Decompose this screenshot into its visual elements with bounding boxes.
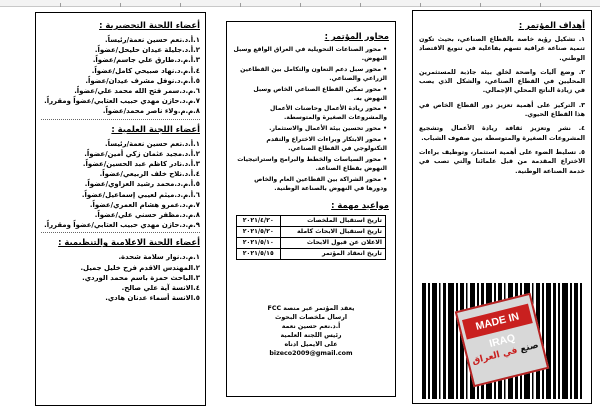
list-item: ١.أ.د.نعم حسين نعمة/رئيساً.: [104, 36, 200, 44]
list-item: • محور سبل دعم التعاون والتكامل بين القطاعين الزراعي والصناعي.: [233, 66, 389, 84]
list-item: • محور تمكين القطاع الصناعي الخاص وسبل النهوض به.: [233, 86, 389, 104]
email-link[interactable]: bizeco2009@gmail.com: [269, 349, 353, 357]
list-item: ١.أ.د.نعم حسين نعمة/رئيساً.: [104, 139, 200, 148]
list-item: ٤.أ.م.د.نهاد صبيحي كامل/عضواً.: [91, 66, 200, 75]
list-item: ٦.م.د.سمر فتح الله محمد علي/عضواً.: [74, 87, 200, 96]
date-value: ٢٠٢١/٥/١٥: [237, 248, 281, 259]
media-committee-title: أعضاء اللجنة الاعلامية والتنظيمية :: [58, 237, 200, 248]
goals-list: [419, 35, 585, 176]
list-item: ١.م.د.نوار سلامة شحدة.: [118, 253, 200, 262]
contact-line: يعقد المؤتمر عبر منصة FCC: [267, 304, 355, 312]
list-item: ٣.الباحث حمزة باسم محمد الوردي.: [82, 273, 200, 282]
list-item: • محور ريادة الأعمال وحاضنات الأعمال والمشروعات الصغيرة والمتوسطة.: [233, 105, 389, 123]
list-item: ٧.م.د.عمرو هشام العمري/عضواً.: [89, 200, 200, 209]
axes-panel: [226, 21, 396, 397]
label-sub-a: صنع: [516, 340, 540, 356]
date-value: ٢٠٢١/٥/١٠: [237, 237, 281, 248]
ruler: [0, 0, 600, 7]
contact-line: رئيس اللجنة العلمية: [280, 331, 342, 339]
list-item: ٨.م.د.مظفر حسني علي/عضواً.: [94, 211, 200, 220]
axes-title: محاور المؤتمر :: [324, 31, 389, 41]
list-item: ٨.م.م.ولاء ناصر محمد/عضواً.: [102, 107, 200, 116]
label-sub-b: في العراق: [471, 345, 519, 367]
goals-panel: [412, 10, 592, 404]
media-members-list: [41, 252, 200, 303]
contact-line: أ.د.نعم حسين نعمة: [281, 322, 341, 330]
contact-line: على الايميل ادناه: [284, 340, 338, 348]
table-row: [237, 226, 386, 237]
date-label: تاريخ استقبال الابحاث كاملة: [280, 226, 385, 237]
prep-committee-title: أعضاء اللجنة التحضيرية :: [99, 20, 200, 30]
sci-members-list: [41, 139, 200, 231]
list-item: ٢.أ.د.جليلة عيدان حليحل/عضواً.: [94, 46, 200, 55]
goals-title: أهداف المؤتمر :: [518, 20, 585, 30]
list-item: ٦.أ.م.د.ميثم لعيبي إسماعيل/عضواً.: [81, 190, 200, 199]
list-item: ٣.أ.د.نادر كاظم عبد الحسين/عضواً.: [82, 160, 200, 169]
list-item: ٥. تسليط الضوء على أهمية استثمار، وتوظيف براءات الاختراع المقدمة من قبل علمائنا والتي تصب في خدمة الصناعة الوطنية.: [419, 148, 585, 175]
list-item: • محور الصناعات التحويلية في العراق الواقع وسبل النهوض.: [233, 46, 389, 64]
dates-title: مواعيد مهمة :: [331, 199, 389, 210]
prep-members-list: [41, 35, 200, 117]
list-item: ٥.أ.م.د.محمد رشيد العزاوي/عضواً.: [84, 180, 200, 189]
divider: [41, 119, 200, 120]
divider: [41, 232, 200, 233]
table-row: [237, 237, 386, 248]
table-row: [237, 215, 386, 226]
list-item: ١. تشكيل رؤية خاصة بالقطاع الصناعي، بحيث تكون تنمية صناعة عراقية تسهم بفاعلية في تنويع الاقتصاد الوطني.: [419, 36, 585, 62]
list-item: ٤. نشر وتعزيز ثقافة ريادة الأعمال وتشجيع المشروعات الصغيرة والمتوسطة بين صفوف الشباب.: [419, 125, 585, 142]
list-item: • محور السياسات والخطط والبرامج واستراتيجيات النهوض بقطاع الصناعة.: [233, 156, 389, 174]
date-label: تاريخ استقبال الملخصات: [280, 215, 385, 226]
contact-block: [233, 304, 389, 358]
date-label: الاعلان عن قبول الابحاث: [280, 237, 385, 248]
axes-list: [233, 46, 389, 194]
list-item: ٧.م.د.حازن مهدي حبيب العتابي/عضواً ومقرراً.: [44, 97, 200, 106]
date-value: ٢٠٢١/٥/٢٠: [237, 226, 281, 237]
list-item: ٥.الانسة أسماء عدنان هادي.: [105, 294, 200, 303]
list-item: ٣. التركيز على أهمية تعزيز دور القطاع الخاص في هذا القطاع الحيوي.: [419, 101, 585, 119]
date-label: تاريخ انعقاد المؤتمر: [280, 248, 385, 259]
list-item: ٤.أ.د.نلاح خلف الربيعي/عضواً.: [99, 170, 200, 179]
list-item: ٢.أ.د.مجيد عثمان زكي أمين/عضواً.: [84, 149, 200, 158]
list-item: ٢. وضع آليات واضحة لخلق بيئة جاذبة للمستثمرين المحليين في القطاع الصناعي، والشكل الذي يصب في زيادة الناتج المحلي الإجمالي.: [419, 68, 585, 95]
sci-committee-title: أعضاء اللجنة العلمية :: [111, 123, 200, 134]
list-item: ٩.م.د.حازن مهدي حبيب العتابي/عضواً ومقرراً.: [44, 221, 200, 230]
dates-table: [236, 215, 386, 260]
list-item: • محور الابتكار وبراءات الاختراع والتقدم التكنولوجي في القطاع الصناعي.: [233, 136, 389, 154]
made-in-iraq-graphic: [422, 283, 582, 399]
list-item: ٤.الانسة آية علي صالح.: [121, 284, 200, 293]
committees-panel: [35, 12, 206, 406]
table-row: [237, 248, 386, 259]
list-item: ٥.أ.م.د.نوفل مشرف عيدان/عضواً.: [85, 76, 200, 85]
list-item: • محور تحسين بيئة الأعمال والاستثمار.: [233, 125, 389, 134]
list-item: ٣.أ.م.د.طارق علي جاسم/عضواً.: [92, 56, 200, 65]
contact-line: ارسال ملخصات البحوث: [275, 313, 347, 321]
label-title: MADE IN IRAQ: [462, 304, 533, 340]
date-value: ٢٠٢١/٤/٢٠: [237, 215, 281, 226]
list-item: • محور الشراكة بين القطاعين العام والخاص ودورها في النهوض بالصناعة الوطنية.: [233, 176, 389, 194]
list-item: ٢.المهندس الاقدم فرح خليل جميل.: [80, 263, 200, 272]
